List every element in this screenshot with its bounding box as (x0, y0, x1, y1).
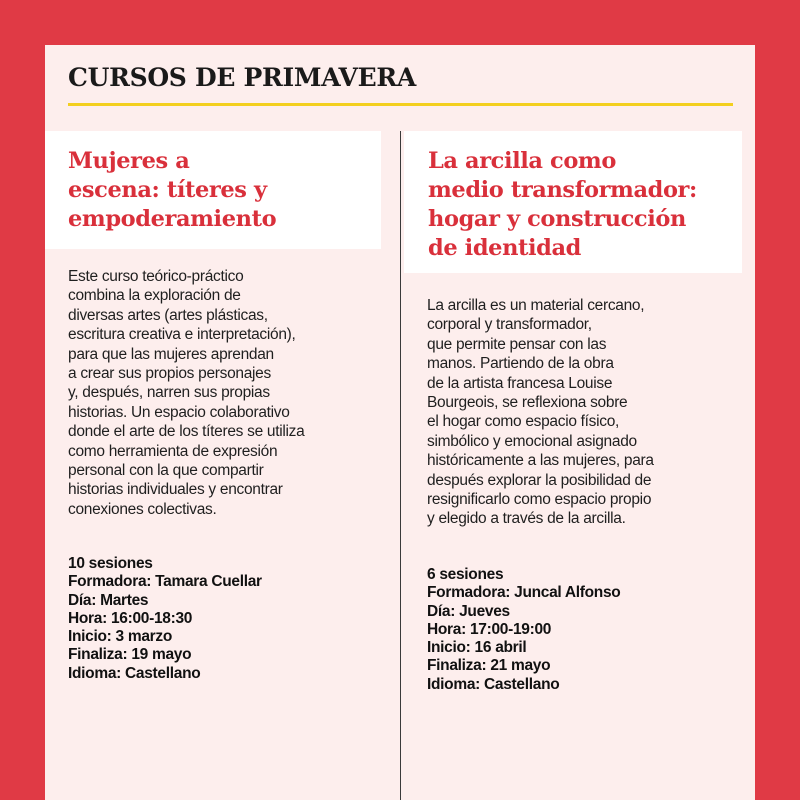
description-line: escritura creativa e interpretación), (68, 326, 296, 344)
description-line: donde el arte de los títeres se utiliza (68, 423, 305, 441)
end-date: Finaliza: 21 mayo (427, 657, 551, 675)
time: Hora: 17:00-19:00 (427, 620, 552, 638)
description-line: y, después, narren sus propias (68, 384, 270, 402)
course-1-title-line: escena: títeres y (68, 177, 267, 203)
yellow-divider (68, 103, 733, 106)
start-date: Inicio: 16 abril (427, 639, 527, 657)
description-line: como herramienta de expresión (68, 442, 278, 460)
description-line: después explorar la posibilidad de (427, 471, 652, 489)
course-1-details (68, 555, 262, 683)
language: Idioma: Castellano (427, 675, 560, 693)
day: Día: Jueves (427, 602, 510, 620)
description-line: que permite pensar con las (427, 335, 607, 353)
end-date: Finaliza: 19 mayo (68, 646, 192, 664)
description-line: simbólico y emocional asignado (427, 432, 637, 450)
course-1-description (68, 267, 378, 519)
description-line: resignificarlo como espacio propio (427, 491, 652, 509)
course-2-description (427, 296, 737, 529)
course-1-title-line: Mujeres a (68, 148, 190, 174)
language: Idioma: Castellano (68, 664, 201, 682)
page-title: CURSOS DE PRIMAVERA (68, 63, 416, 92)
description-line: diversas artes (artes plásticas, (68, 306, 268, 324)
course-2-title-line: La arcilla como (428, 148, 616, 174)
course-1-title (68, 147, 368, 234)
course-2-title-line: de identidad (428, 235, 582, 261)
sessions-count: 6 sesiones (427, 566, 504, 583)
description-line: a crear sus propios personajes (68, 365, 271, 383)
description-line: Este curso teórico-práctico (68, 268, 244, 285)
description-line: de la artista francesa Louise (427, 374, 613, 392)
course-2-title (428, 147, 748, 263)
course-2-title-line: medio transformador: (428, 177, 697, 203)
description-line: Bourgeois, se reflexiona sobre (427, 394, 628, 412)
description-line: el hogar como espacio físico, (427, 413, 620, 431)
sessions-count: 10 sesiones (68, 555, 153, 572)
day: Día: Martes (68, 591, 149, 609)
course-1-title-line: empoderamiento (68, 206, 277, 232)
course-1-title-box (45, 131, 381, 249)
description-line: La arcilla es un material cercano, (427, 297, 645, 314)
column-divider (400, 131, 401, 800)
description-line: combina la exploración de (68, 287, 241, 305)
description-line: para que las mujeres aprendan (68, 345, 274, 363)
start-date: Inicio: 3 marzo (68, 628, 173, 646)
trainer: Formadora: Juncal Alfonso (427, 584, 621, 602)
course-2-title-box (404, 131, 742, 273)
course-2-details (427, 566, 620, 694)
description-line: manos. Partiendo de la obra (427, 355, 614, 373)
trainer: Formadora: Tamara Cuellar (68, 573, 262, 591)
description-line: conexiones colectivas. (68, 500, 217, 518)
time: Hora: 16:00-18:30 (68, 609, 193, 627)
description-line: personal con la que compartir (68, 462, 264, 480)
description-line: historias individuales y encontrar (68, 481, 283, 499)
description-line: corporal y transformador, (427, 316, 592, 334)
page-sheet (45, 45, 755, 800)
course-2-title-line: hogar y construcción (428, 206, 686, 232)
description-line: y elegido a través de la arcilla. (427, 510, 626, 528)
description-line: históricamente a las mujeres, para (427, 452, 654, 470)
description-line: historias. Un espacio colaborativo (68, 403, 290, 421)
